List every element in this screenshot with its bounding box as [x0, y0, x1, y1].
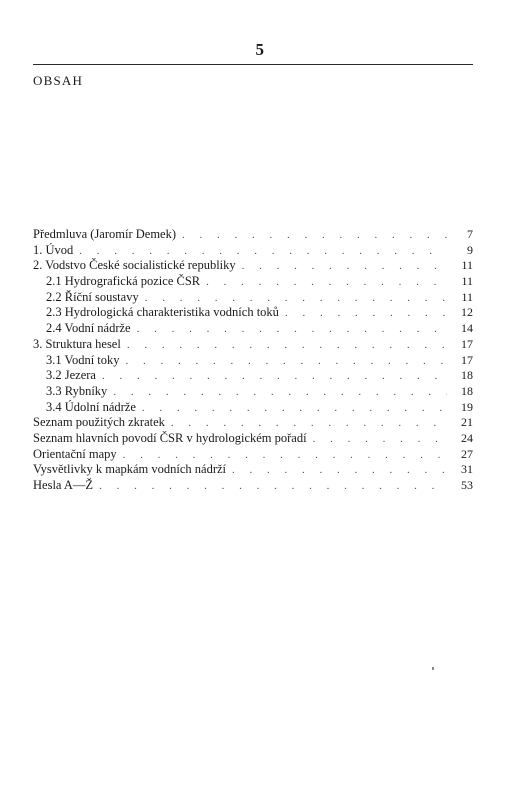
toc-leader-dots	[200, 275, 447, 291]
toc-entry-label: 3.3 Rybníky	[46, 383, 108, 398]
toc-entry-page: 18	[461, 368, 473, 383]
toc-entry-page: 11	[461, 274, 473, 289]
toc-entry-label: 3.1 Vodní toky	[46, 352, 120, 367]
toc-entry-page: 27	[461, 446, 473, 461]
toc-entry-label: Vysvětlivky k mapkám vodních nádrží	[33, 462, 227, 477]
toc-entry-page: 11	[461, 258, 473, 273]
toc-entry-page: 7	[467, 227, 473, 241]
toc-leader-dots	[236, 259, 447, 275]
toc-entry-page: 24	[461, 430, 473, 445]
toc-entry-label: Předmluva (Jaromír Demek)	[33, 227, 177, 241]
toc-entry	[33, 222, 473, 241]
section-title: OBSAH	[33, 73, 84, 88]
toc-entry-page: 9	[467, 242, 473, 257]
toc-entry-page: 18	[461, 383, 473, 398]
table-of-contents	[33, 222, 473, 492]
toc-leader-dots	[165, 416, 447, 432]
toc-entry-label: 2. Vodstvo České socialistické republiky	[33, 258, 236, 273]
toc-leader-dots	[73, 244, 447, 260]
toc-leader-dots	[139, 291, 447, 307]
toc-entry-page: 31	[461, 462, 473, 477]
toc-entry-page: 17	[461, 352, 473, 367]
toc-leader-dots	[307, 432, 447, 448]
toc-entry-page: 19	[461, 399, 473, 414]
toc-leader-dots	[120, 354, 447, 370]
toc-leader-dots	[117, 448, 447, 464]
toc-entry-label: 2.3 Hydrologická charakteristika vodních toků	[46, 305, 279, 320]
toc-entry-page: 17	[461, 336, 473, 351]
toc-entry-label: 3.2 Jezera	[46, 368, 96, 383]
toc-entry-label: 2.1 Hydrografická pozice ČSR	[46, 274, 201, 289]
toc-leader-dots	[226, 463, 447, 479]
toc-entry-label: 3. Struktura hesel	[33, 336, 121, 351]
toc-entry-label: Hesla A—Ž	[33, 478, 94, 492]
header-rule	[33, 64, 473, 65]
toc-leader-dots	[131, 322, 447, 338]
toc-entry-page: 21	[461, 415, 473, 430]
toc-entry-label: Orientační mapy	[33, 446, 117, 461]
toc-entry-label: Seznam hlavních povodí ČSR v hydrologickém pořadí	[33, 430, 307, 445]
toc-leader-dots	[279, 306, 447, 322]
toc-leader-dots	[93, 479, 447, 495]
toc-leader-dots	[96, 369, 447, 385]
toc-entry-label: Seznam použitých zkratek	[33, 415, 165, 430]
toc-entry-label: 2.2 Říční soustavy	[46, 289, 139, 304]
toc-leader-dots	[176, 228, 447, 244]
paper-speck	[432, 667, 434, 670]
toc-entry-label: 3.4 Údolní nádrže	[46, 399, 136, 414]
toc-entry-label: 1. Úvod	[33, 242, 74, 257]
toc-leader-dots	[107, 385, 447, 401]
toc-entry-page: 53	[461, 478, 473, 492]
toc-entry-page: 14	[461, 321, 473, 336]
toc-entry-page: 11	[461, 289, 473, 304]
toc-leader-dots	[121, 338, 447, 354]
toc-leader-dots	[136, 401, 447, 417]
toc-entry-page: 12	[461, 305, 473, 320]
page-number: 5	[255, 40, 265, 59]
toc-entry-label: 2.4 Vodní nádrže	[46, 321, 131, 336]
